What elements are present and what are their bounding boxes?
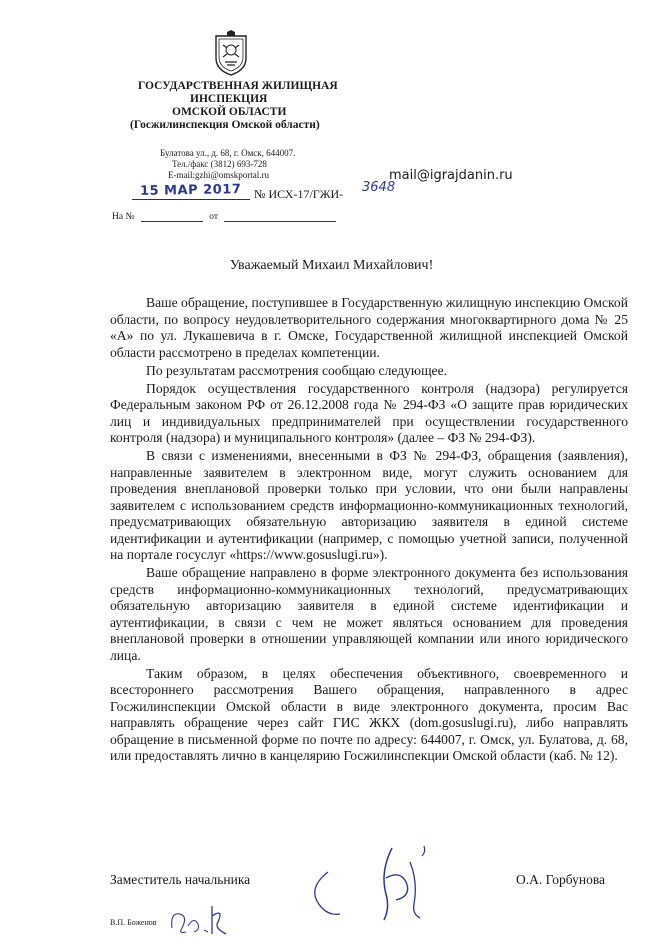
handwritten-signature xyxy=(300,842,440,922)
org-line-1: ГОСУДАРСТВЕННАЯ ЖИЛИЩНАЯ xyxy=(138,80,338,92)
org-line-3: ОМСКОЙ ОБЛАСТИ xyxy=(172,106,287,118)
recipient-email: mail@igrajdanin.ru xyxy=(389,168,513,183)
inbound-reference-line xyxy=(112,211,336,222)
executor-initials-scribble xyxy=(168,902,238,938)
letter-body xyxy=(110,295,628,766)
inbound-from-label: от xyxy=(209,212,219,222)
handwritten-number: 3648 xyxy=(362,180,396,195)
coat-of-arms-icon xyxy=(213,30,249,76)
greeting: Уважаемый Михаил Михайлович! xyxy=(229,258,434,273)
paragraph-1: Ваше обращение, поступившее в Государственную жилищную инспекцию Омской области, по вопросу неудовлетворительного содержания многоквартирного дома № 25 «А» по ул. Лукашевича в г. Омске, Государственной жилищной инспекцией Омской области рассмотрено в пределах компетенции. xyxy=(110,295,628,360)
outgoing-number: № ИСХ-17/ГЖИ- xyxy=(254,187,344,201)
date-underline xyxy=(132,199,250,200)
date-stamp: 15 МАР 2017 xyxy=(139,182,242,199)
organization-name xyxy=(130,80,380,132)
org-email: E-mail:gzhi@omskportal.ru xyxy=(168,170,270,180)
inbound-no-field xyxy=(141,211,203,222)
org-address: Булатова ул., д. 68, г. Омск, 644007. xyxy=(160,148,296,158)
executor-name: В.П. Боженов xyxy=(110,918,157,927)
paragraph-6: Таким образом, в целях обеспечения объективного, своевременного и всестороннего рассмотрения Вашего обращения, направленного в адрес Госжилинспекции Омской области в виде электронного документа, просим Вас направлять обращение через сайт ГИС ЖКХ (dom.gosuslugi.ru), либо направлять обращение в письменной форме по почте по адресу: 644007, г. Омск, ул. Булатова, д. 68, или предоставлять лично в канцелярию Госжилинспекции Омской области (каб. № 12). xyxy=(110,665,628,763)
org-line-4: (Госжилинспекция Омской области) xyxy=(130,119,320,131)
inbound-no-label: На № xyxy=(112,212,135,222)
org-contacts xyxy=(160,148,295,181)
paragraph-4: В связи с изменениями, внесенными в ФЗ № 294-ФЗ, обращения (заявления), направленные заявителем в электронном виде, могут служить основанием для проведения внеплановой проверки только при условии, что они были направлены заявителем с использованием средств информационно-коммуникационных технологий, предусматривающих обязательную авторизацию заявителя в единой системе идентификации и аутентификации (например, с помощью учетной записи, полученной на портале госуслуг «https://www.gosuslugi.ru»). xyxy=(110,448,628,562)
signer-role: Заместитель начальника xyxy=(110,872,251,887)
signer-name: О.А. Горбунова xyxy=(516,872,606,887)
org-line-2: ИНСПЕКЦИЯ xyxy=(190,93,268,105)
org-phone: Тел./факс (3812) 693-728 xyxy=(172,159,267,169)
inbound-date-field xyxy=(224,211,336,222)
paragraph-3: Порядок осуществления государственного контроля (надзора) регулируется Федеральным законом РФ от 26.12.2008 года № 294-ФЗ «О защите прав юридических лиц и индивидуальных предпринимателей при осуществлении государственного контроля (надзора) и муниципального контроля» (далее – ФЗ № 294-ФЗ). xyxy=(110,380,628,445)
paragraph-2: По результатам рассмотрения сообщаю следующее. xyxy=(146,362,448,378)
paragraph-5: Ваше обращение направлено в форме электронного документа без использования средств информационно-коммуникационных технологий, предусматривающих обязательную авторизацию заявителя в единой системе идентификации и аутентификации, в связи с чем не может являться основанием для проведения внеплановой проверки в отношении управляющей компании или иного юридического лица. xyxy=(110,565,628,663)
